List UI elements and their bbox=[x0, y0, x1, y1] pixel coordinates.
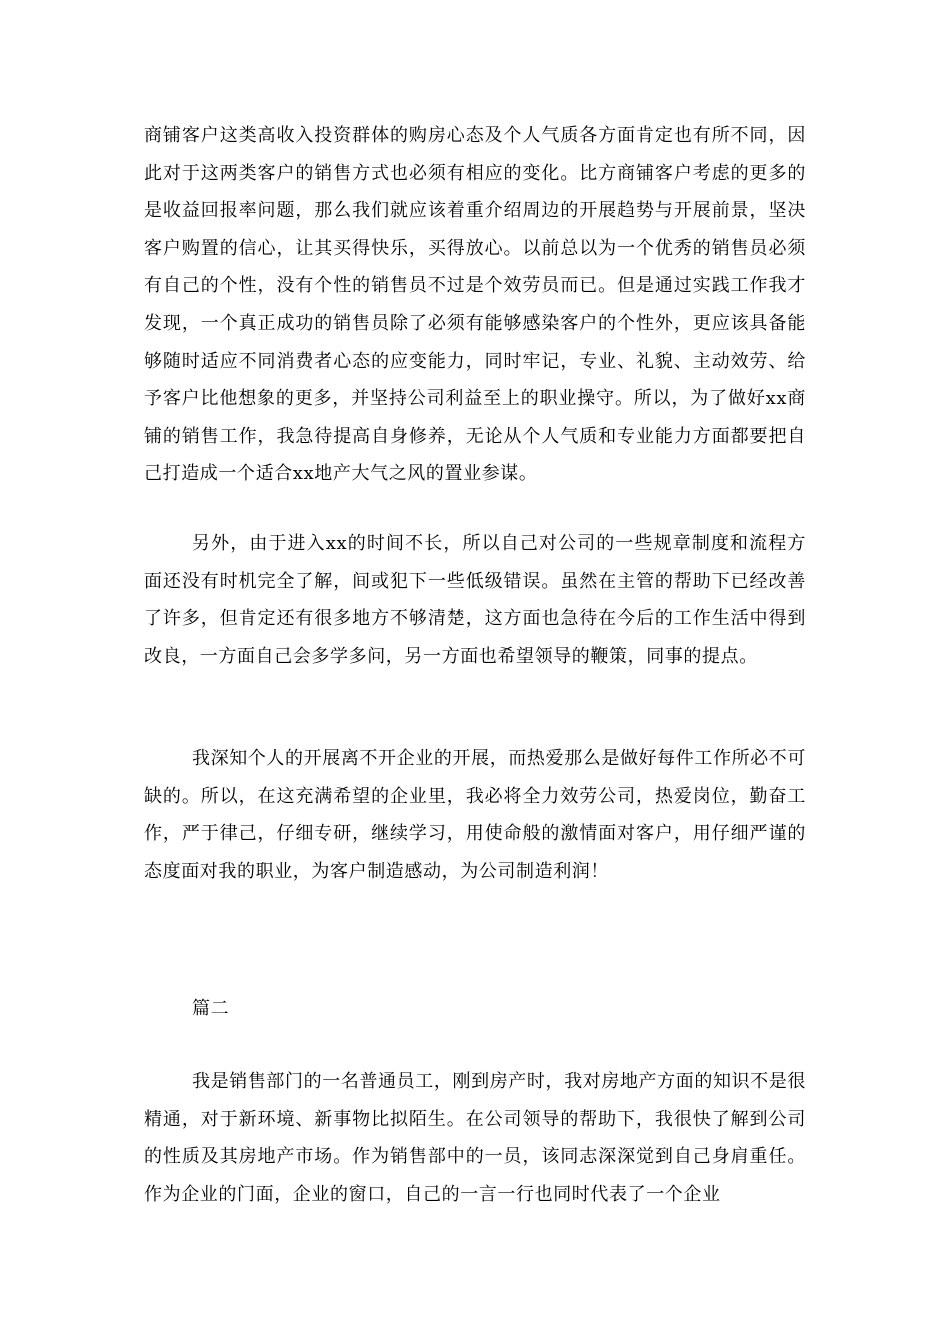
paragraph-company-rules: 另外，由于进入xx的时间不长，所以自己对公司的一些规章制度和流程方面还没有时机完全了解，间或犯下一些低级错误。虽然在主管的帮助下已经改善了许多，但肯定还有很多地方不够清楚，这方面也急待在今后的工作生活中得到改良，一方面自己会多学多问，另一方面也希望领导的鞭策，同事的提点。 bbox=[144, 533, 806, 667]
paragraph-sales-employee: 我是销售部门的一名普通员工，刚到房产时，我对房地产方面的知识不是很精通，对于新环境、新事物比拟陌生。在公司领导的帮助下，我很快了解到公司的性质及其房地产市场。作为销售部中的一员，该同志深深觉到自己身肩重任。作为企业的门面，企业的窗口，自己的一言一行也同时代表了一个企业 bbox=[144, 1071, 806, 1205]
paragraph-personal-development: 我深知个人的开展离不开企业的开展，而热爱那么是做好每件工作所必不可缺的。所以，在这充满希望的企业里，我必将全力效劳公司，热爱岗位，勤奋工作，严于律己，仔细专研，继续学习，用使命般的激情面对客户，用仔细严谨的态度面对我的职业，为客户制造感动，为公司制造利润！ bbox=[144, 748, 806, 882]
paragraph-sales-mindset: 商铺客户这类高收入投资群体的购房心态及个人气质各方面肯定也有所不同，因此对于这两类客户的销售方式也必须有相应的变化。比方商铺客户考虑的更多的是收益回报率问题，那么我们就应该着重介绍周边的开展趋势与开展前景，坚决客户购置的信心，让其买得快乐，买得放心。以前总以为一个优秀的销售员必须有自己的个性，没有个性的销售员不过是个效劳员而已。但是通过实践工作我才发现，一个真正成功的销售员除了必须有能够感染客户的个性外，更应该具备能够随时适应不同消费者心态的应变能力，同时牢记，专业、礼貌、主动效劳、给予客户比他想象的更多，并坚持公司利益至上的职业操守。所以，为了做好xx商铺的销售工作，我急待提高自身修养，无论从个人气质和专业能力方面都要把自己打造成一个适合xx地产大气之风的置业参谋。 bbox=[144, 125, 806, 485]
section-heading: 篇二 bbox=[192, 998, 230, 1019]
